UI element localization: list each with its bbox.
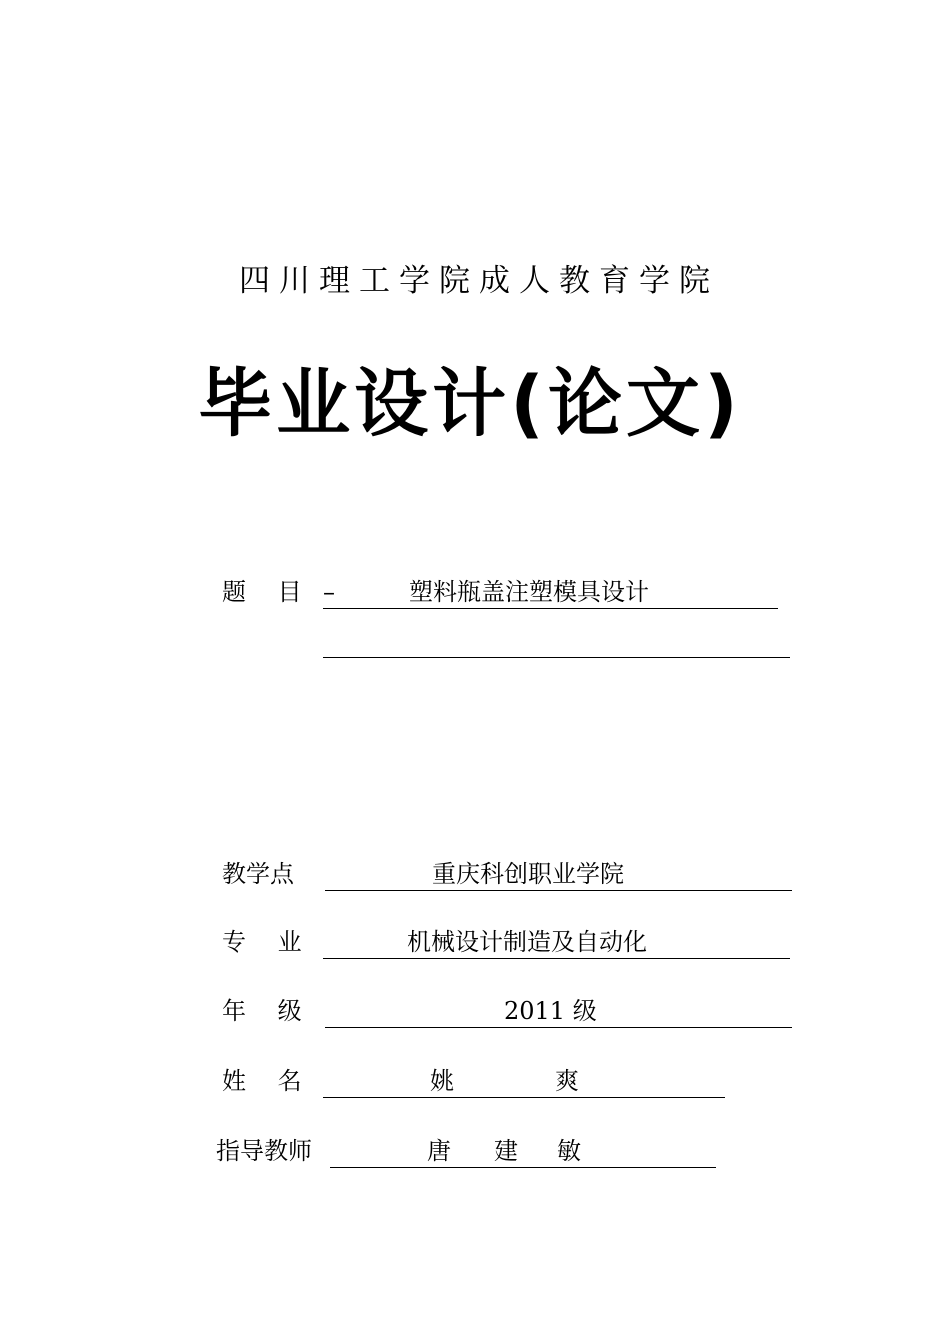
institution-name: 四川理工学院成人教育学院 bbox=[239, 263, 719, 299]
advisor-value-2: 建 bbox=[494, 1137, 518, 1165]
topic-value: 塑料瓶盖注塑模具设计 bbox=[409, 578, 649, 606]
major-label: 专 业 bbox=[222, 928, 302, 956]
teaching-site-value: 重庆科创职业学院 bbox=[432, 860, 624, 888]
teaching-site-label: 教学点 bbox=[222, 860, 294, 888]
name-value-first: 姚 bbox=[430, 1067, 454, 1095]
topic-row bbox=[222, 575, 782, 609]
grade-row bbox=[222, 994, 794, 1028]
name-row bbox=[222, 1064, 728, 1098]
advisor-row bbox=[216, 1134, 720, 1168]
grade-label: 年 级 bbox=[222, 997, 302, 1025]
topic-prefix: – bbox=[323, 578, 335, 606]
major-row bbox=[222, 925, 792, 959]
advisor-value-1: 唐 bbox=[427, 1137, 451, 1165]
name-label: 姓 名 bbox=[222, 1067, 302, 1095]
document-title: 毕业设计(论文) bbox=[198, 361, 742, 447]
advisor-underline bbox=[330, 1133, 716, 1168]
name-value-second: 爽 bbox=[555, 1067, 579, 1095]
teaching-site-row bbox=[222, 857, 794, 891]
name-underline bbox=[323, 1063, 725, 1098]
advisor-value-3: 敏 bbox=[557, 1137, 581, 1165]
topic-label: 题 目 bbox=[222, 578, 302, 606]
grade-value: 2011 级 bbox=[504, 997, 597, 1025]
topic-second-underline bbox=[323, 657, 790, 658]
major-value: 机械设计制造及自动化 bbox=[407, 928, 647, 956]
advisor-label: 指导教师 bbox=[216, 1137, 312, 1165]
